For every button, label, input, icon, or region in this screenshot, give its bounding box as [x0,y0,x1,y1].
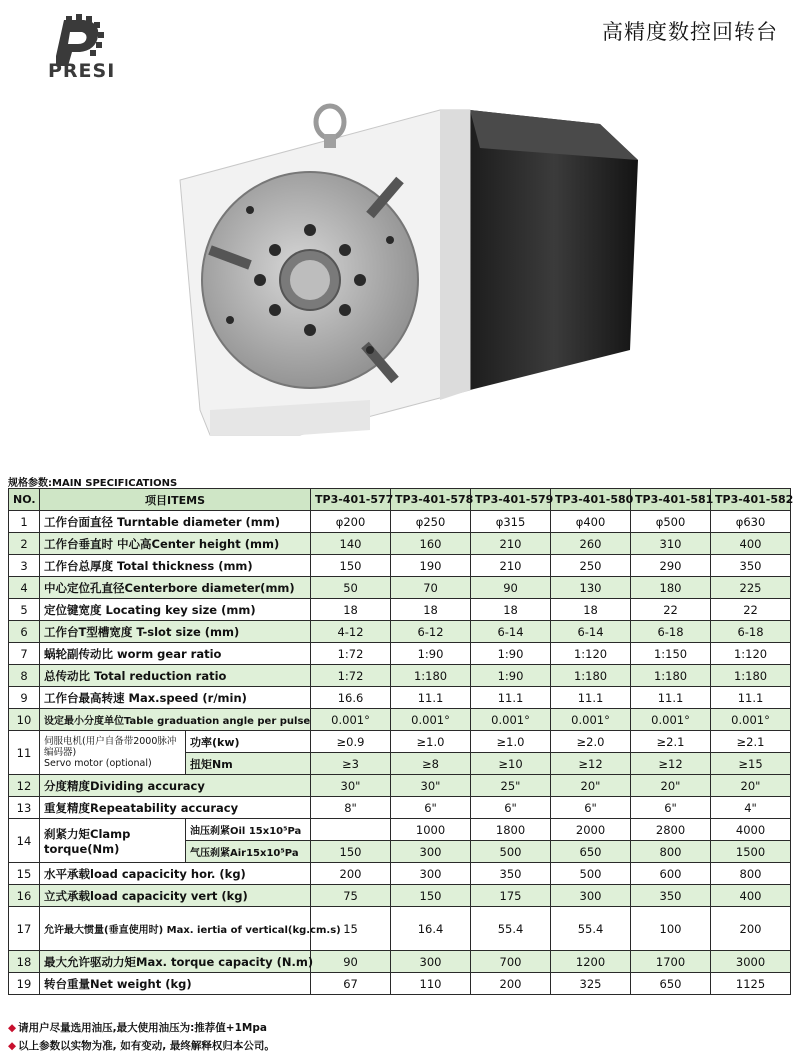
row-item: 工作台垂直时 中心高Center height (mm) [40,533,311,555]
row-subitem: 气压刹紧Air15x10⁵Pa [186,841,311,863]
note-text: 以上参数以实物为准, 如有变动, 最终解释权归本公司。 [18,1040,275,1052]
cell: 1:120 [551,643,631,665]
row-item: 蜗轮副传动比 worm gear ratio [40,643,311,665]
cell: 1:180 [711,665,791,687]
cell: 6" [551,797,631,819]
cell: 150 [391,885,471,907]
table-row [9,819,791,841]
cell: 11.1 [711,687,791,709]
cell: 16.4 [391,907,471,951]
cell [311,819,391,841]
row-item: 工作台总厚度 Total thickness (mm) [40,555,311,577]
row-item: 分度精度Dividing accuracy [40,775,311,797]
note-text: 请用户尽量选用油压,最大使用油压为:推荐值+1Mpa [18,1022,267,1034]
table-row [9,577,791,599]
cell: 310 [631,533,711,555]
cell: 600 [631,863,711,885]
cell: 0.001° [471,709,551,731]
row-number: 12 [9,775,40,797]
cell: 1200 [551,951,631,973]
row-number: 10 [9,709,40,731]
cell: 225 [711,577,791,599]
cell: 350 [471,863,551,885]
cell: 290 [631,555,711,577]
cell: ≥10 [471,753,551,775]
row-item: 工作台T型槽宽度 T-slot size (mm) [40,621,311,643]
cell: ≥1.0 [391,731,471,753]
row-number: 15 [9,863,40,885]
table-row [9,555,791,577]
row-number: 17 [9,907,40,951]
cell: 1:150 [631,643,711,665]
cell: 6" [631,797,711,819]
table-row [9,511,791,533]
row-item: 立式承载load capacicity vert (kg) [40,885,311,907]
cell: 55.4 [471,907,551,951]
cell: φ630 [711,511,791,533]
cell: 30" [391,775,471,797]
spec-section-label: 规格参数:MAIN SPECIFICATIONS [8,478,178,489]
cell: 3000 [711,951,791,973]
table-row [9,731,791,753]
cell: 700 [471,951,551,973]
cell: 400 [711,885,791,907]
cell: 55.4 [551,907,631,951]
cell: 90 [311,951,391,973]
table-row [9,687,791,709]
cell: 2800 [631,819,711,841]
cell: 650 [551,841,631,863]
model-header: TP3-401-581 [631,489,711,511]
cell: 25" [471,775,551,797]
cell: ≥12 [631,753,711,775]
table-row [9,973,791,995]
cell: 90 [471,577,551,599]
row-item [40,731,186,775]
row-item: 工作台面直径 Turntable diameter (mm) [40,511,311,533]
row-item-en: torque(Nm) [44,841,120,856]
cell: 4" [711,797,791,819]
cell: φ315 [471,511,551,533]
cell: 0.001° [391,709,471,731]
cell: 160 [391,533,471,555]
table-row [9,885,791,907]
row-subitem: 功率(kw) [186,731,311,753]
note-line [8,1038,275,1053]
cell: 350 [711,555,791,577]
cell: 67 [311,973,391,995]
cell: 0.001° [631,709,711,731]
cell: 200 [711,907,791,951]
cell: 4-12 [311,621,391,643]
cell: 1700 [631,951,711,973]
cell: 15 [311,907,391,951]
table-row [9,951,791,973]
row-number: 4 [9,577,40,599]
table-row [9,797,791,819]
cell: 6" [471,797,551,819]
cell: 210 [471,533,551,555]
cell: 200 [311,863,391,885]
cell: 18 [311,599,391,621]
cell: 6-18 [631,621,711,643]
row-subitem: 扭矩Nm [186,753,311,775]
row-item: 最大允许驱动力矩Max. torque capacity (N.m) [40,951,311,973]
cell: 20" [551,775,631,797]
cell: ≥8 [391,753,471,775]
cell: 140 [311,533,391,555]
row-item-cn: 刹紧力矩Clamp [44,826,131,841]
cell: 18 [551,599,631,621]
cell: 800 [711,863,791,885]
table-row [9,533,791,555]
row-number: 6 [9,621,40,643]
cell: 1:72 [311,643,391,665]
row-number: 11 [9,731,40,775]
table-row [9,907,791,951]
row-item: 工作台最高转速 Max.speed (r/min) [40,687,311,709]
page-title: 高精度数控回转台 [602,20,778,44]
cell: φ500 [631,511,711,533]
cell: 350 [631,885,711,907]
row-number: 8 [9,665,40,687]
cell: φ200 [311,511,391,533]
cell: 6-18 [711,621,791,643]
cell: 1125 [711,973,791,995]
row-number: 9 [9,687,40,709]
cell: 1000 [391,819,471,841]
row-item: 水平承载load capacicity hor. (kg) [40,863,311,885]
model-header: TP3-401-582 [711,489,791,511]
cell: ≥12 [551,753,631,775]
cell: 8" [311,797,391,819]
row-subitem: 油压刹紧Oil 15x10⁵Pa [186,819,311,841]
cell: 150 [311,555,391,577]
cell: 0.001° [551,709,631,731]
cell: 1:90 [391,643,471,665]
row-number: 2 [9,533,40,555]
cell: ≥0.9 [311,731,391,753]
cell: 6-14 [471,621,551,643]
cell: 4000 [711,819,791,841]
cell: 11.1 [391,687,471,709]
row-item: 允许最大惯量(垂直使用时) Max. iertia of vertical(kg.cm.s) [40,907,311,951]
cell: ≥2.1 [711,731,791,753]
cell: 20" [711,775,791,797]
model-header: TP3-401-579 [471,489,551,511]
cell: 75 [311,885,391,907]
row-item: 中心定位孔直径Centerbore diameter(mm) [40,577,311,599]
cell: 1:180 [631,665,711,687]
cell: 0.001° [311,709,391,731]
cell: 300 [391,863,471,885]
spec-table [8,488,794,995]
cell: 1500 [711,841,791,863]
cell: 22 [631,599,711,621]
cell: 1:180 [391,665,471,687]
cell: 650 [631,973,711,995]
row-item [40,819,186,863]
col-item-header: 项目ITEMS [40,489,311,511]
table-row [9,863,791,885]
cell: ≥2.1 [631,731,711,753]
cell: 175 [471,885,551,907]
table-row [9,709,791,731]
cell: ≥15 [711,753,791,775]
cell: ≥3 [311,753,391,775]
row-number: 14 [9,819,40,863]
cell: 260 [551,533,631,555]
cell: ≥2.0 [551,731,631,753]
cell: 6" [391,797,471,819]
cell: 300 [551,885,631,907]
cell: 1:90 [471,643,551,665]
rotary-table-photo [170,100,650,445]
row-number: 19 [9,973,40,995]
table-header-row [9,489,791,511]
cell: 200 [471,973,551,995]
cell: 130 [551,577,631,599]
row-item-cn: 伺服电机(用户自备带2000脉冲编码器) [44,736,177,758]
brand-name: PRESI [48,60,116,82]
cell: 1:90 [471,665,551,687]
cell: 325 [551,973,631,995]
row-number: 7 [9,643,40,665]
cell: 6-12 [391,621,471,643]
cell: 50 [311,577,391,599]
row-number: 5 [9,599,40,621]
cell: ≥1.0 [471,731,551,753]
table-row [9,643,791,665]
cell: 1:72 [311,665,391,687]
row-number: 18 [9,951,40,973]
cell: 6-14 [551,621,631,643]
row-number: 1 [9,511,40,533]
cell: 210 [471,555,551,577]
cell: 30" [311,775,391,797]
model-header: TP3-401-578 [391,489,471,511]
cell: 300 [391,951,471,973]
row-number: 16 [9,885,40,907]
cell: 2000 [551,819,631,841]
cell: 70 [391,577,471,599]
cell: 400 [711,533,791,555]
cell: 500 [471,841,551,863]
cell: 300 [391,841,471,863]
cell: 190 [391,555,471,577]
cell: 1:180 [551,665,631,687]
cell: 180 [631,577,711,599]
row-item: 转台重量Net weight (kg) [40,973,311,995]
cell: 16.6 [311,687,391,709]
cell: 11.1 [471,687,551,709]
note-line [8,1020,267,1035]
table-row [9,621,791,643]
cell: 22 [711,599,791,621]
row-item: 设定最小分度单位Table graduation angle per pulse [40,709,311,731]
row-item: 重复精度Repeatability accuracy [40,797,311,819]
cell: 0.001° [711,709,791,731]
cell: 500 [551,863,631,885]
table-row [9,775,791,797]
cell: 800 [631,841,711,863]
cell: 100 [631,907,711,951]
table-row [9,665,791,687]
cell: 110 [391,973,471,995]
table-row [9,599,791,621]
row-item-en: Servo motor (optional) [44,758,152,769]
row-item: 总传动比 Total reduction ratio [40,665,311,687]
cell: 1800 [471,819,551,841]
cell: 11.1 [631,687,711,709]
cell: φ250 [391,511,471,533]
row-number: 3 [9,555,40,577]
cell: 18 [471,599,551,621]
col-no-header: NO. [9,489,40,511]
cell: 250 [551,555,631,577]
cell: 1:120 [711,643,791,665]
cell: 11.1 [551,687,631,709]
diamond-bullet-icon: ◆ [8,1040,17,1052]
row-number: 13 [9,797,40,819]
cell: 18 [391,599,471,621]
model-header: TP3-401-577 [311,489,391,511]
row-item: 定位键宽度 Locating key size (mm) [40,599,311,621]
cell: φ400 [551,511,631,533]
cell: 20" [631,775,711,797]
cell: 150 [311,841,391,863]
diamond-bullet-icon: ◆ [8,1022,17,1034]
model-header: TP3-401-580 [551,489,631,511]
